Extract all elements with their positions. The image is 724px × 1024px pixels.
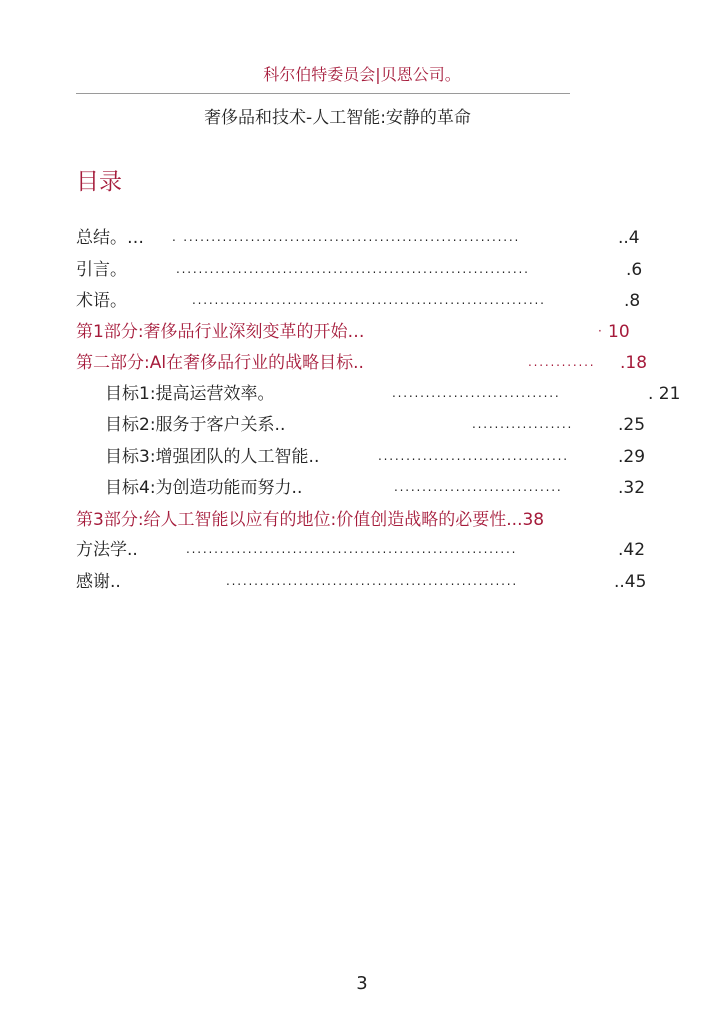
toc-leader-dots: .................. xyxy=(472,417,574,431)
toc-page-number: .18 xyxy=(620,353,648,373)
toc-page-number: .6 xyxy=(626,260,643,280)
toc-entry[interactable] xyxy=(0,445,724,469)
toc-entry-label: 方法学.. xyxy=(76,540,138,560)
toc-page-number: . 21 xyxy=(648,384,681,404)
toc-heading: 目录 xyxy=(76,169,122,195)
toc-leader-dots: .............................. xyxy=(392,386,561,400)
toc-entry[interactable] xyxy=(0,289,724,313)
toc-page-number: .32 xyxy=(618,478,646,498)
toc-leader-dots: .................................................... xyxy=(226,574,518,588)
toc-entry-label: 术语。 xyxy=(76,291,127,311)
toc-page-number: ..45 xyxy=(614,572,647,592)
toc-entry-label: 第1部分:奢侈品行业深刻变革的开始… xyxy=(76,322,365,342)
header-company: 科尔伯特委员会|贝恩公司。 xyxy=(263,65,461,84)
toc-page-number: .42 xyxy=(618,540,646,560)
toc-entry-label: 目标2:服务于客户关系.. xyxy=(105,415,286,435)
header-rule xyxy=(76,93,570,94)
toc-leader-dots: ............................................................... xyxy=(176,262,530,276)
toc-entry[interactable] xyxy=(0,570,724,594)
toc-entry[interactable] xyxy=(0,226,724,250)
toc-entry[interactable] xyxy=(0,382,724,406)
toc-page-number: ..4 xyxy=(618,228,640,248)
toc-entry-label: 目标3:增强团队的人工智能.. xyxy=(105,447,320,467)
toc-page-number: .8 xyxy=(624,291,641,311)
toc-leader-dots: ............ xyxy=(528,355,596,369)
toc-entry[interactable] xyxy=(0,320,724,344)
toc-entry-label: 目标4:为创造功能而努力.. xyxy=(105,478,303,498)
toc-entry[interactable] xyxy=(0,351,724,375)
toc-leader-dots: ........................................................... xyxy=(186,542,518,556)
toc-entry-label: 引言。 xyxy=(76,260,127,280)
toc-entry[interactable] xyxy=(0,258,724,282)
toc-page-number: .25 xyxy=(618,415,646,435)
toc-entry-label: 第3部分:给人工智能以应有的地位:价值创造战略的必要性...38 xyxy=(76,510,545,530)
toc-leader-dots: ............................................................... xyxy=(192,293,546,307)
page-number: 3 xyxy=(356,973,368,994)
toc-leader-dots: .............................. xyxy=(394,480,563,494)
toc-entry-label: 总结。… xyxy=(76,228,144,248)
toc-page-number: .29 xyxy=(618,447,646,467)
toc-entry-label: 第二部分:Al在奢侈品行业的战略目标.. xyxy=(76,353,364,373)
toc-page-number: 10 xyxy=(608,322,630,342)
toc-entry[interactable] xyxy=(0,538,724,562)
toc-entry[interactable] xyxy=(0,476,724,500)
toc-leader-dots: . ............................................................ xyxy=(172,230,521,244)
document-title: 奢侈品和技术-人工智能:安静的革命 xyxy=(204,108,471,128)
toc-entry-label: 目标1:提高运营效率。 xyxy=(105,384,275,404)
toc-leader-dots: .................................. xyxy=(378,449,569,463)
toc-entry-label: 感谢.. xyxy=(76,572,121,592)
toc-entry[interactable] xyxy=(0,413,724,437)
toc-leader-dots: · xyxy=(598,324,604,338)
toc-entry[interactable] xyxy=(0,508,724,532)
